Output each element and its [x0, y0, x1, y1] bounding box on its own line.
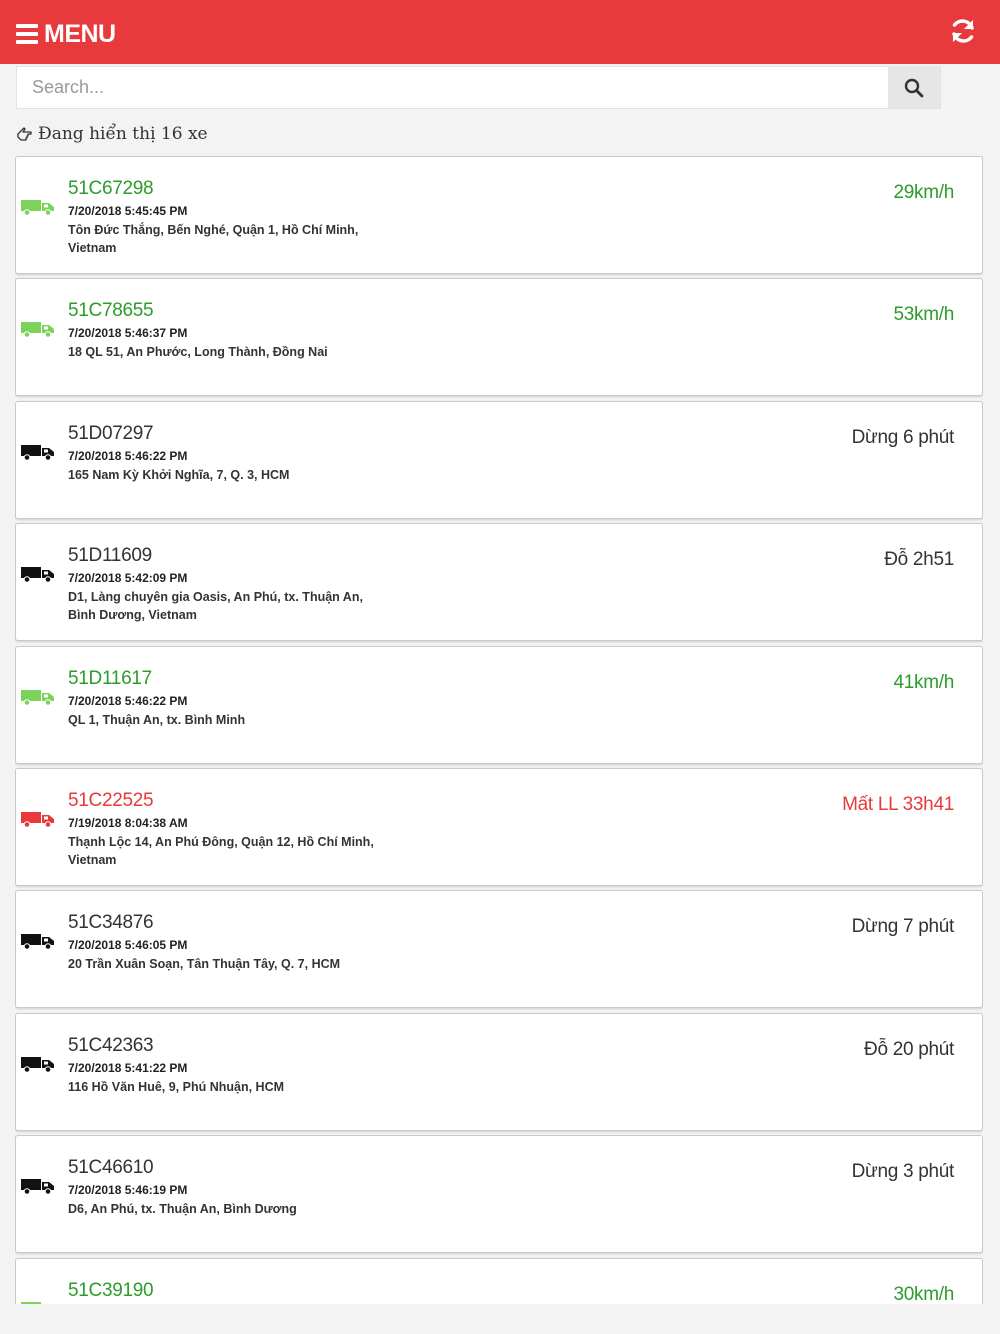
search-button[interactable] — [888, 67, 940, 108]
vehicle-card[interactable] — [15, 278, 983, 396]
vehicle-card[interactable] — [15, 890, 983, 1008]
menu-button[interactable] — [16, 14, 116, 54]
vehicle-plate: 51D11617 — [68, 667, 152, 689]
bottom-strip — [0, 1304, 1000, 1334]
vehicle-plate: 51C78655 — [68, 300, 154, 322]
vehicle-plate: 51C67298 — [68, 178, 154, 199]
truck-icon — [21, 443, 55, 461]
vehicle-address: D6, An Phú, tx. Thuận An, Bình Dương — [68, 1202, 297, 1217]
vehicle-plate: 51C46610 — [68, 1157, 154, 1179]
vehicle-status: Dừng 6 phút — [851, 426, 954, 448]
vehicle-count-text: Đang hiển thị 16 xe — [38, 124, 208, 144]
vehicle-count — [16, 122, 208, 146]
vehicle-time: 7/20/2018 5:46:22 PM — [68, 448, 188, 463]
vehicle-time: 7/20/2018 5:46:05 PM — [68, 938, 188, 953]
search-bar — [16, 66, 941, 109]
vehicle-time: 7/20/2018 5:46:37 PM — [68, 326, 188, 341]
vehicle-address: 116 Hồ Văn Huê, 9, Phú Nhuận, HCM — [68, 1079, 285, 1094]
vehicle-card[interactable] — [15, 156, 983, 274]
truck-icon — [21, 688, 55, 706]
vehicle-list — [15, 156, 983, 1304]
vehicle-time: 7/20/2018 5:41:22 PM — [68, 1060, 188, 1075]
vehicle-card[interactable] — [15, 1013, 983, 1131]
hamburger-icon — [16, 24, 38, 44]
vehicle-time: 7/20/2018 5:46:22 PM — [68, 693, 188, 708]
vehicle-card[interactable] — [15, 646, 983, 764]
truck-icon — [21, 1177, 55, 1195]
vehicle-time: 7/20/2018 5:42:09 PM — [68, 571, 188, 586]
search-input[interactable] — [17, 67, 890, 108]
vehicle-status: Mất LL 33h41 — [842, 793, 954, 815]
vehicle-card[interactable] — [15, 1135, 983, 1253]
truck-icon — [21, 198, 55, 216]
vehicle-address: Thạnh Lộc 14, An Phú Đông, Quận 12, Hồ Chí Minh, Vietnam — [68, 834, 374, 867]
vehicle-address: Tôn Đức Thắng, Bến Nghé, Quận 1, Hồ Chí Minh, Vietnam — [68, 223, 359, 255]
vehicle-plate: 51C22525 — [68, 789, 154, 811]
vehicle-card[interactable] — [15, 1258, 983, 1304]
truck-icon — [21, 1055, 55, 1073]
vehicle-status: Đỗ 20 phút — [864, 1038, 954, 1060]
hand-pointer-icon — [16, 125, 34, 143]
truck-icon — [21, 565, 55, 583]
vehicle-time: 7/20/2018 5:46:19 PM — [68, 1183, 188, 1198]
vehicle-address: 18 QL 51, An Phước, Long Thành, Đồng Nai — [68, 345, 328, 360]
vehicle-status: Đỗ 2h51 — [884, 549, 954, 571]
vehicle-address: QL 1, Thuận An, tx. Bình Minh — [68, 712, 246, 727]
vehicle-address: D1, Làng chuyên gia Oasis, An Phú, tx. Thuận An, Bình Dương, Vietnam — [68, 590, 363, 623]
menu-label: MENU — [44, 19, 116, 48]
refresh-icon — [948, 16, 978, 46]
vehicle-time: 7/19/2018 8:04:38 AM — [68, 815, 188, 830]
refresh-button[interactable] — [948, 16, 978, 46]
vehicle-plate: 51D07297 — [68, 422, 154, 444]
vehicle-status: Dừng 7 phút — [851, 916, 954, 938]
vehicle-card[interactable] — [15, 401, 983, 519]
vehicle-status: 29km/h — [893, 182, 954, 203]
vehicle-plate: 51C42363 — [68, 1034, 154, 1056]
truck-icon — [21, 932, 55, 950]
vehicle-card[interactable] — [15, 768, 983, 886]
truck-icon — [21, 810, 55, 828]
vehicle-status: 53km/h — [893, 304, 954, 326]
top-bar — [0, 0, 1000, 64]
vehicle-address: 20 Trần Xuân Soạn, Tân Thuận Tây, Q. 7, HCM — [68, 957, 341, 972]
vehicle-status: Dừng 3 phút — [851, 1161, 954, 1183]
vehicle-card[interactable] — [15, 523, 983, 641]
search-icon — [904, 78, 924, 98]
vehicle-status: 41km/h — [893, 671, 954, 693]
vehicle-status: 30km/h — [893, 1283, 954, 1304]
vehicle-time: 7/20/2018 5:45:45 PM — [68, 204, 188, 218]
vehicle-plate: 51C39190 — [68, 1279, 154, 1301]
vehicle-plate: 51D11609 — [68, 545, 152, 567]
vehicle-address: 165 Nam Kỳ Khởi Nghĩa, 7, Q. 3, HCM — [68, 467, 290, 482]
vehicle-plate: 51C34876 — [68, 912, 154, 934]
truck-icon — [21, 320, 55, 338]
